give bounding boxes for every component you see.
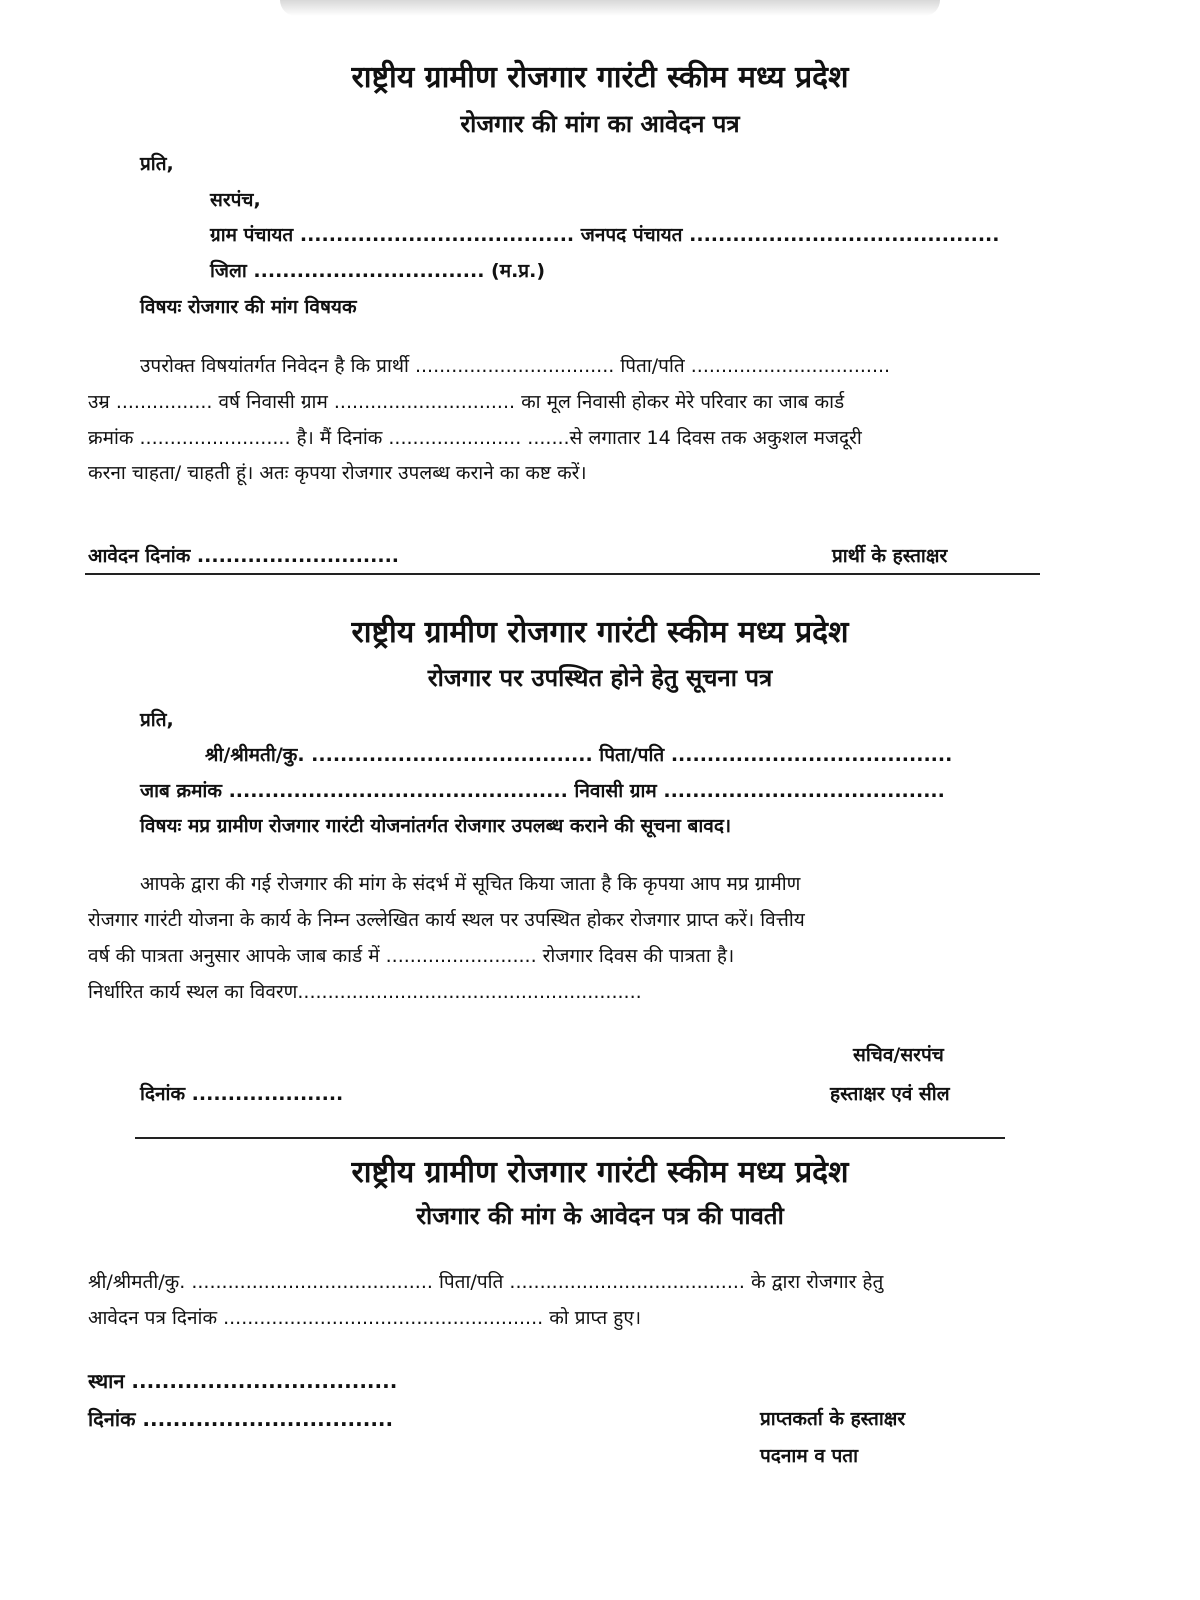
section2-secretary: सचिव/सरपंच	[853, 1044, 944, 1066]
section3-place: स्थान ...................................	[88, 1369, 398, 1393]
section1-zila: जिला ................................ (म.प्र.)	[210, 260, 545, 282]
section1-body-line-1: उपरोक्त विषयांतर्गत निवेदन है कि प्रार्थी ................................. पिता/पति .................................	[140, 355, 891, 377]
section1-subtitle: रोजगार की मांग का आवेदन पत्र	[460, 110, 740, 138]
section-divider-1	[85, 573, 1040, 575]
section2-subject: विषयः मप्र ग्रामीण रोजगार गारंटी योजनांतर्गत रोजगार उपलब्ध कराने की सूचना बावद।	[140, 815, 732, 837]
section2-body-line-1: आपके द्वारा की गई रोजगार की मांग के संदर्भ में सूचित किया जाता है कि कृपया आप मप्र ग्रामीण	[140, 873, 801, 895]
section1-gram-panchayat: ग्राम पंचायत ...................................... जनपद पंचायत ...........................................	[210, 224, 1000, 246]
section1-body-line-3: क्रमांक ......................... है। मैं दिनांक ...................... .......से लगातार 14 दिवस तक अकुशल मजदूरी	[88, 427, 862, 449]
section1-application-date: आवेदन दिनांक ............................	[88, 545, 400, 567]
section-divider-2	[135, 1137, 1005, 1139]
section1-body-line-4: करना चाहता/ चाहती हूं। अतः कृपया रोजगार उपलब्ध कराने का कष्ट करें।	[88, 462, 587, 484]
section2-job-line: जाब क्रमांक ............................................... निवासी ग्राम .......................................	[140, 780, 945, 802]
section2-body-line-3: वर्ष की पात्रता अनुसार आपके जाब कार्ड में ......................... रोजगार दिवस की पात्रता है।	[88, 945, 735, 967]
section2-name-line: श्री/श्रीमती/कु. ....................................... पिता/पति .......................................	[205, 744, 953, 766]
section1-sarpanch: सरपंच,	[210, 189, 261, 211]
section1-subject: विषयः रोजगार की मांग विषयक	[140, 296, 357, 318]
page-top-shadow	[280, 0, 940, 16]
section1-body-line-2: उम्र ................ वर्ष निवासी ग्राम .............................. का मूल निवासी होकर मेरे परिवार का जाब कार्ड	[88, 391, 845, 413]
section2-sign-seal: हस्ताक्षर एवं सील	[830, 1083, 950, 1105]
section3-body-line-2: आवेदन पत्र दिनांक ..................................................... को प्राप्त हुए।	[88, 1307, 642, 1329]
section2-subtitle: रोजगार पर उपस्थित होने हेतु सूचना पत्र	[427, 664, 773, 692]
section3-designation-address: पदनाम व पता	[760, 1445, 859, 1467]
section2-body-line-2: रोजगार गारंटी योजना के कार्य के निम्न उल्लेखित कार्य स्थल पर उपस्थित होकर रोजगार प्राप्त करें। वित्तीय	[88, 909, 805, 931]
section3-subtitle: रोजगार की मांग के आवेदन पत्र की पावती	[416, 1202, 784, 1230]
section3-date: दिनांक .................................	[88, 1407, 394, 1431]
section2-title: राष्ट्रीय ग्रामीण रोजगार गारंटी स्कीम मध्य प्रदेश	[351, 615, 849, 650]
section2-to: प्रति,	[140, 709, 174, 731]
section1-to: प्रति,	[140, 153, 174, 175]
section1-title: राष्ट्रीय ग्रामीण रोजगार गारंटी स्कीम मध्य प्रदेश	[351, 60, 849, 95]
section2-date: दिनांक .....................	[140, 1083, 344, 1105]
section3-body-line-1: श्री/श्रीमती/कु. ........................................ पिता/पति ....................................... के द्वारा रोजगार हेतु	[88, 1271, 884, 1293]
section3-title: राष्ट्रीय ग्रामीण रोजगार गारंटी स्कीम मध्य प्रदेश	[351, 1155, 849, 1190]
section2-body-line-4: निर्धारित कार्य स्थल का विवरण.........................................................	[88, 981, 642, 1003]
section3-receiver-signature: प्राप्तकर्ता के हस्ताक्षर	[760, 1408, 906, 1430]
section1-applicant-signature: प्रार्थी के हस्ताक्षर	[832, 545, 948, 567]
